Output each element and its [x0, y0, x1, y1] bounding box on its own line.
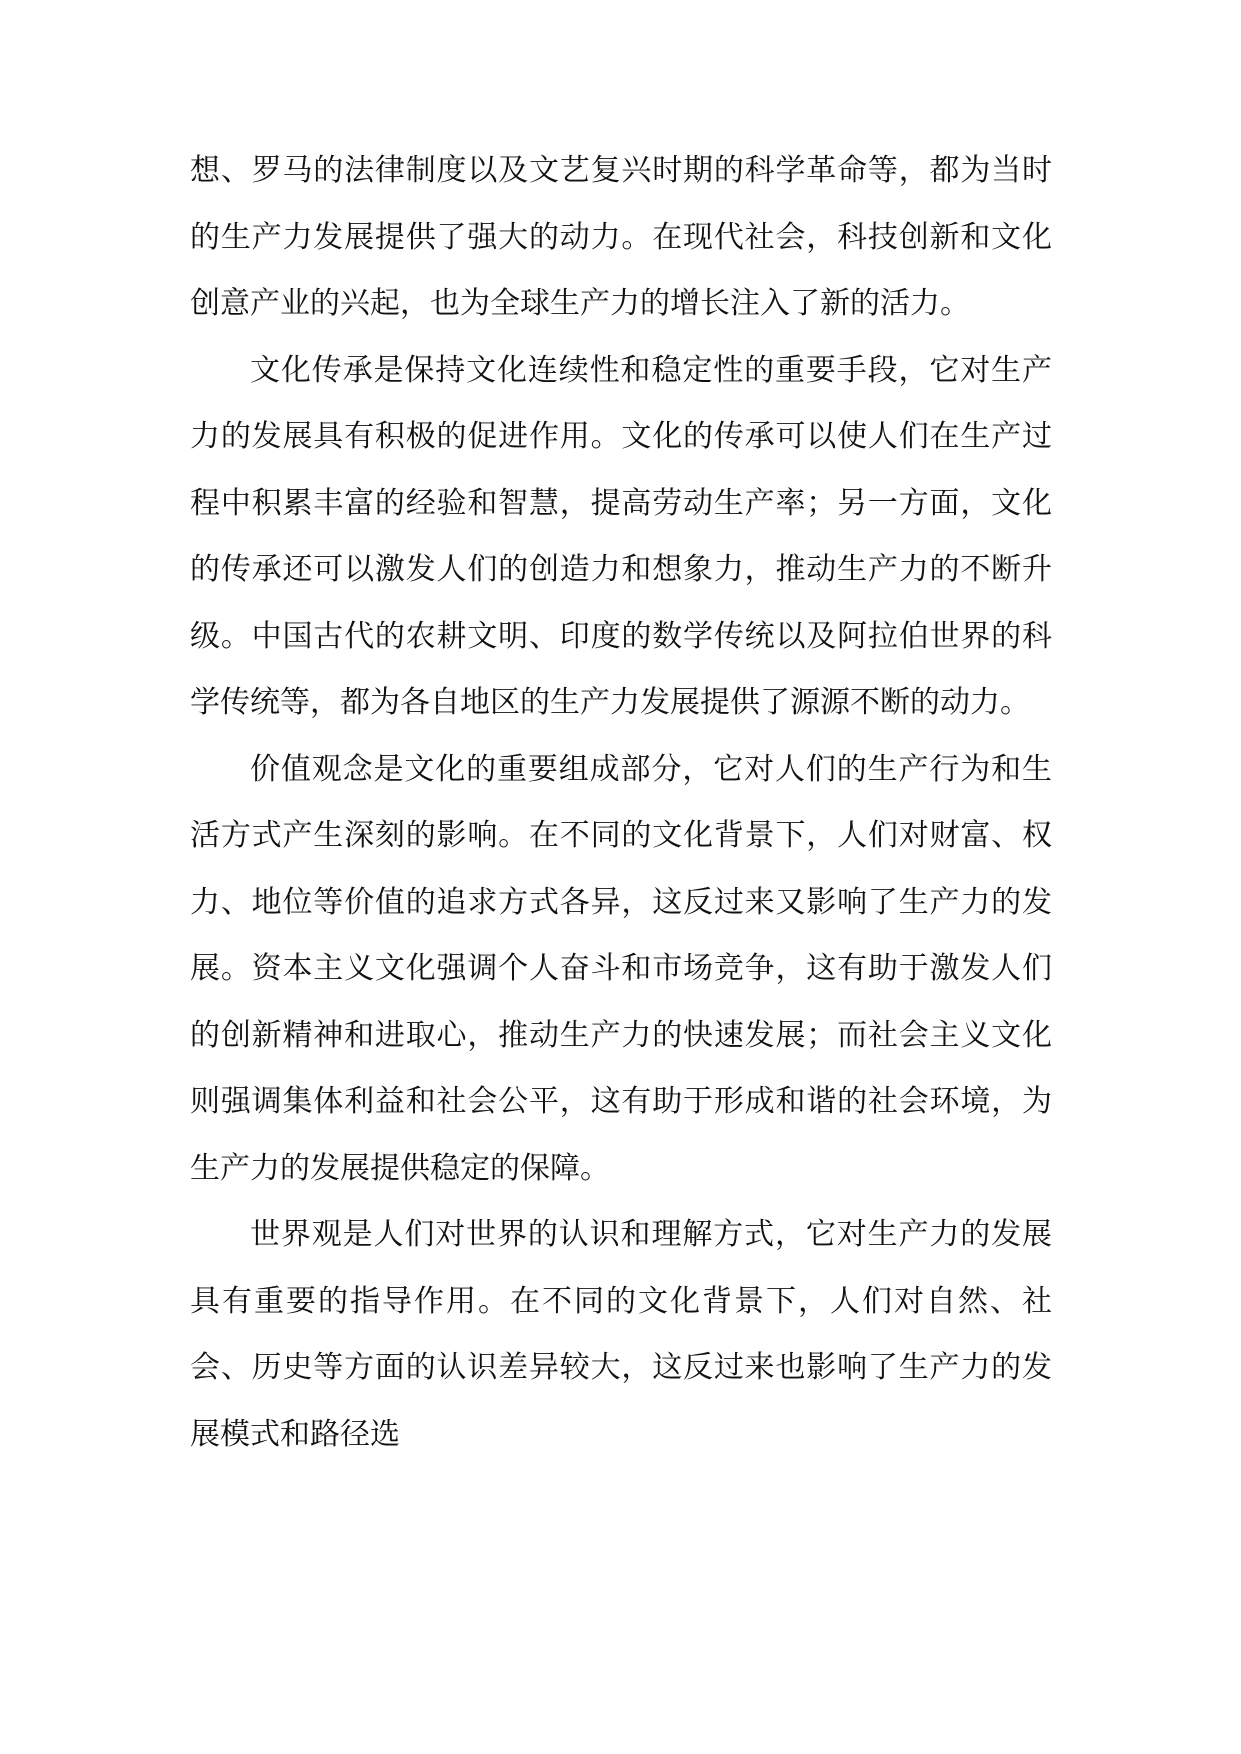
paragraph-values: 价值观念是文化的重要组成部分，它对人们的生产行为和生活方式产生深刻的影响。在不同的文化背景下，人们对财富、权力、地位等价值的追求方式各异，这反过来又影响了生产力的发展。资本主义文化强调个人奋斗和市场竞争，这有助于激发人们的创新精神和进取心，推动生产力的快速发展；而社会主义文化则强调集体利益和社会公平，这有助于形成和谐的社会环境，为生产力的发展提供稳定的保障。 [190, 751, 1052, 1186]
paragraph-worldview: 世界观是人们对世界的认识和理解方式，它对生产力的发展具有重要的指导作用。在不同的文化背景下，人们对自然、社会、历史等方面的认识差异较大，这反过来也影响了生产力的发展模式和路径选 [190, 1217, 1052, 1452]
paragraph-continuation: 想、罗马的法律制度以及文艺复兴时期的科学革命等，都为当时的生产力发展提供了强大的动力。在现代社会，科技创新和文化创意产业的兴起，也为全球生产力的增长注入了新的活力。 [190, 153, 1052, 321]
paragraph-cultural-heritage: 文化传承是保持文化连续性和稳定性的重要手段，它对生产力的发展具有积极的促进作用。文化的传承可以使人们在生产过程中积累丰富的经验和智慧，提高劳动生产率；另一方面，文化的传承还可以激发人们的创造力和想象力，推动生产力的不断升级。中国古代的农耕文明、印度的数学传统以及阿拉伯世界的科学传统等，都为各自地区的生产力发展提供了源源不断的动力。 [190, 352, 1052, 720]
document-body [190, 138, 1052, 1468]
